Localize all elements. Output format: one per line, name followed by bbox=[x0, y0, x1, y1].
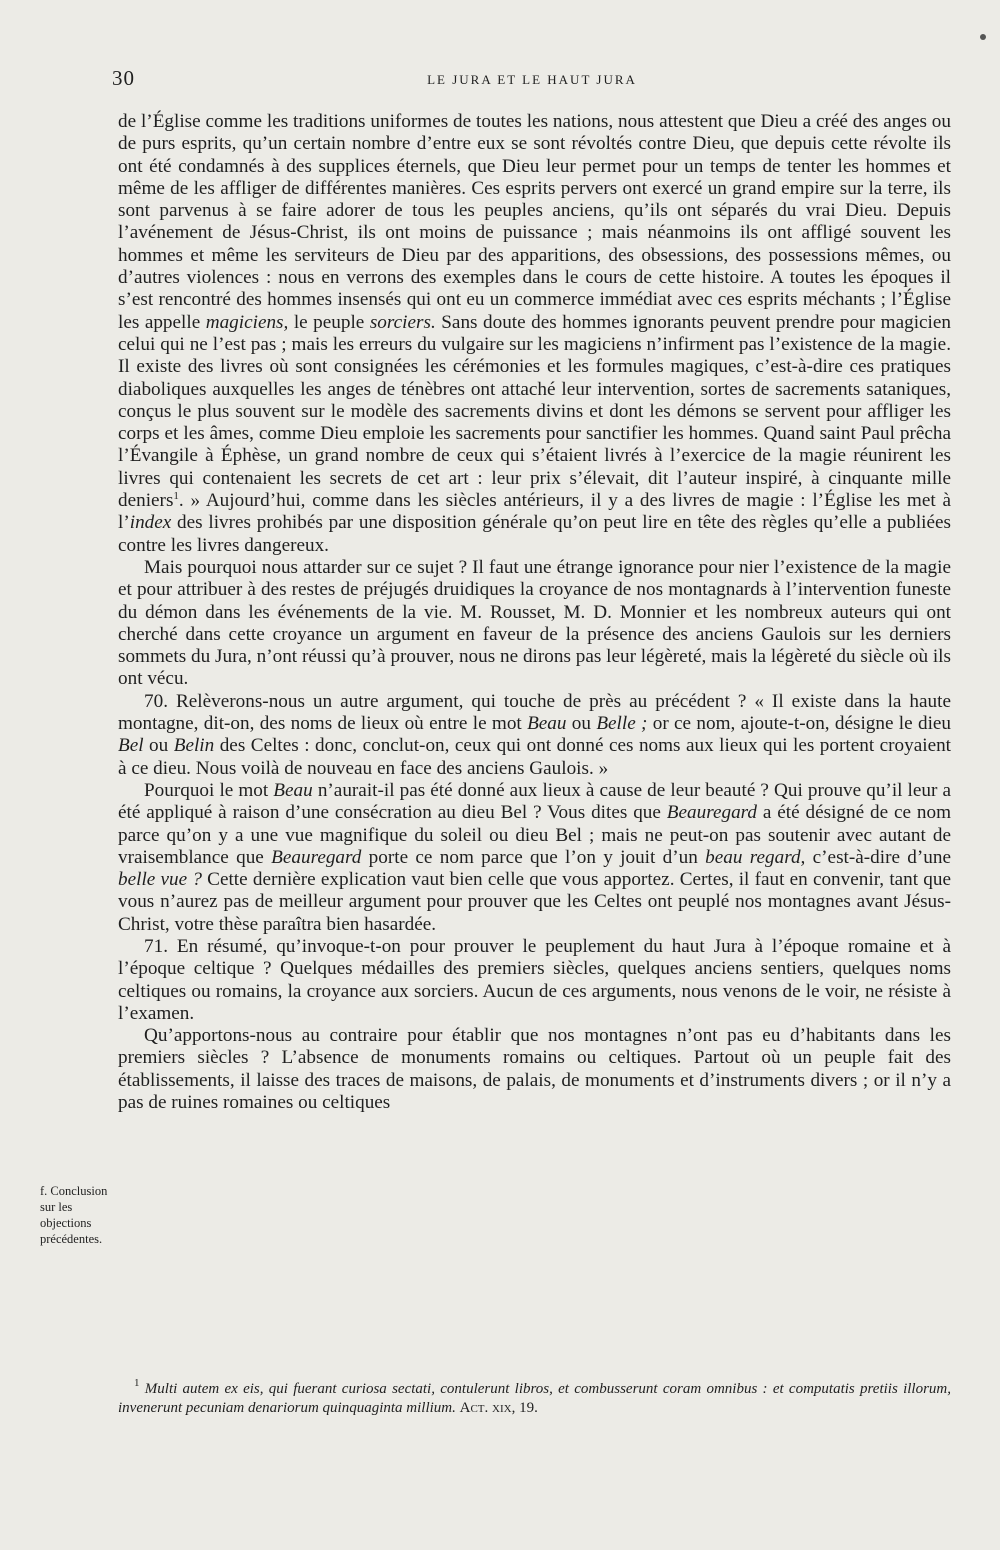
paragraph-4: Pourquoi le mot Beau n’aurait-il pas été donné aux lieux à cause de leur beauté ? Qui prouve qu’il leur a été appliqué à raison d’une consécration au dieu Bel ? Vous dites que Beauregard a été désigné de ce nom parce qu’on y a une vue magnifique du soleil ou dieu Bel ; mais ne peut-on pas soutenir avec autant de vraisemblance que Beauregard porte ce nom parce que l’on y jouit d’un beau regard, c’est-à-dire d’une belle vue ? Cette dernière explication vaut bien celle que vous apportez. Certes, il faut en convenir, tant que vous n’aurez pas de meilleur argument pour prouver que les Celtes ont peuplé nos montagnes avant Jésus-Christ, votre thèse paraîtra bien hasardée. bbox=[118, 779, 952, 935]
footnote-marker: 1 bbox=[134, 1377, 140, 1389]
ink-speck bbox=[980, 34, 986, 40]
paragraph-71: 71. En résumé, qu’invoque-t-on pour prouver le peuplement du haut Jura à l’époque romaine et à l’époque celtique ? Quelques médailles des premiers siècles, quelques anciens sentiers, quelques noms celtiques ou romains, la croyance aux sorciers. Aucun de ces arguments, nous venons de le voir, ne résiste à l’examen. bbox=[118, 935, 951, 1024]
footnote bbox=[118, 1377, 951, 1418]
term-sorciers: sorciers. bbox=[369, 311, 436, 333]
running-head: LE JURA ET LE HAUT JURA bbox=[427, 72, 637, 87]
body-text bbox=[118, 111, 951, 1114]
paragraph-1: de l’Église comme les traditions uniformes de toutes les nations, nous attestent que Dieu a créé des anges ou de purs esprits, qu’un certain nombre d’entre eux se sont révoltés contre Dieu, que depuis cette révolte ils ont été condamnés à des supplices éternels, que Dieu leur permet pour un temps de tenter les hommes et même de les affliger de différentes manières. Ces esprits pervers ont exercé un grand empire sur la terre, ils sont parvenus à se faire adorer de tous les peuples anciens, qu’ils ont séparés du vrai Dieu. Depuis l’avénement de Jésus-Christ, ils ont moins de puissance ; mais néanmoins ils ont affligé souvent les hommes et même les serviteurs de Dieu par des apparitions, des obsessions, des possessions mêmes, ou d’autres violences : nous en verrons des exemples dans le cours de cette histoire. A toutes les époques il s’est rencontré des hommes insensés qui ont eu un commerce immédiat avec ces esprits méchants ; l’Église les appelle magiciens, le peuple sorciers. Sans doute des hommes ignorants peuvent prendre pour magicien celui qui ne l’est pas ; mais les erreurs du vulgaire sur les magiciens n’infirment pas l’existence de la magie. Il existe des livres où sont consignées les cérémonies et les formules magiques, c’est-à-dire ces pratiques diaboliques auxquelles les anges de ténèbres ont attaché leur intervention, sortes de sacrements sataniques, conçus le plus souvent sur le modèle des sacrements divins et dont les démons se servent pour affliger les corps et les âmes, comme Dieu emploie les sacrements pour sanctifier les hommes. Quand saint Paul prêcha l’Évangile à Éphèse, un grand nombre de ceux qui s’étaient livrés à l’exercice de la magie réunirent les livres qui contenaient les secrets de cet art : leur prix s’élevait, dit l’auteur inspiré, à cinquante mille deniers$^1$. » Aujourd’hui, comme dans les siècles antérieurs, il y a des livres de magie : l’Église les met à l’index des livres prohibés par une disposition générale qu’on peut lire en tête des règles qu’elle a publiées contre les livres dangereux. bbox=[118, 111, 951, 556]
page-number: 30 bbox=[112, 66, 135, 90]
footnote-text: Multi autem ex eis, qui fuerant curiosa sectati, contulerunt libros, et combusserunt coram omnibus : et computatis pretiis illorum, invenerunt pecuniam denariorum quinquaginta millium. bbox=[118, 1381, 951, 1416]
footnote-reference: 1 bbox=[173, 490, 179, 503]
term-magiciens: magiciens, bbox=[205, 311, 289, 333]
paragraph-2: Mais pourquoi nous attarder sur ce sujet ? Il faut une étrange ignorance pour nier l’existence de la magie et pour attribuer à des restes de préjugés druidiques la croyance de nos montagnards à l’intervention funeste du démon dans les événements de la vie. M. Rousset, M. D. Monnier et les nombreux auteurs qui ont cherché dans cette croyance un argument en faveur de la présence des anciens Gaulois sur les derniers sommets du Jura, n’ont réussi qu’à prouver, nous ne dirons pas leur légèreté, mais la légèreté du siècle où ils ont vécu. bbox=[118, 556, 951, 690]
paragraph-6: Qu’apportons-nous au contraire pour établir que nos montagnes n’ont pas eu d’habitants dans les premiers siècles ? L’absence de monuments romains ou celtiques. Partout où un peuple fait des établissements, il laisse des traces de maisons, de palais, de monuments et d’instruments divers ; or il n’y a pas de ruines romaines ou celtiques bbox=[118, 1025, 951, 1114]
paragraph-70: 70. Relèverons-nous un autre argument, qui touche de près au précédent ? « Il existe dans la haute montagne, dit-on, des noms de lieux où entre le mot Beau ou Belle ; or ce nom, ajoute-t-on, désigne le dieu Bel ou Belin des Celtes : donc, conclut-on, ceux qui ont donné ces noms aux lieux qui les portent croyaient à ce dieu. Nous voilà de nouveau en face des anciens Gaulois. » bbox=[118, 690, 952, 779]
page-header bbox=[112, 66, 952, 96]
term-index: index bbox=[129, 512, 172, 534]
margin-note: f. Conclusion sur les objections précédentes. bbox=[40, 1184, 108, 1246]
footnote-citation: Act. xix, 19. bbox=[459, 1400, 538, 1416]
